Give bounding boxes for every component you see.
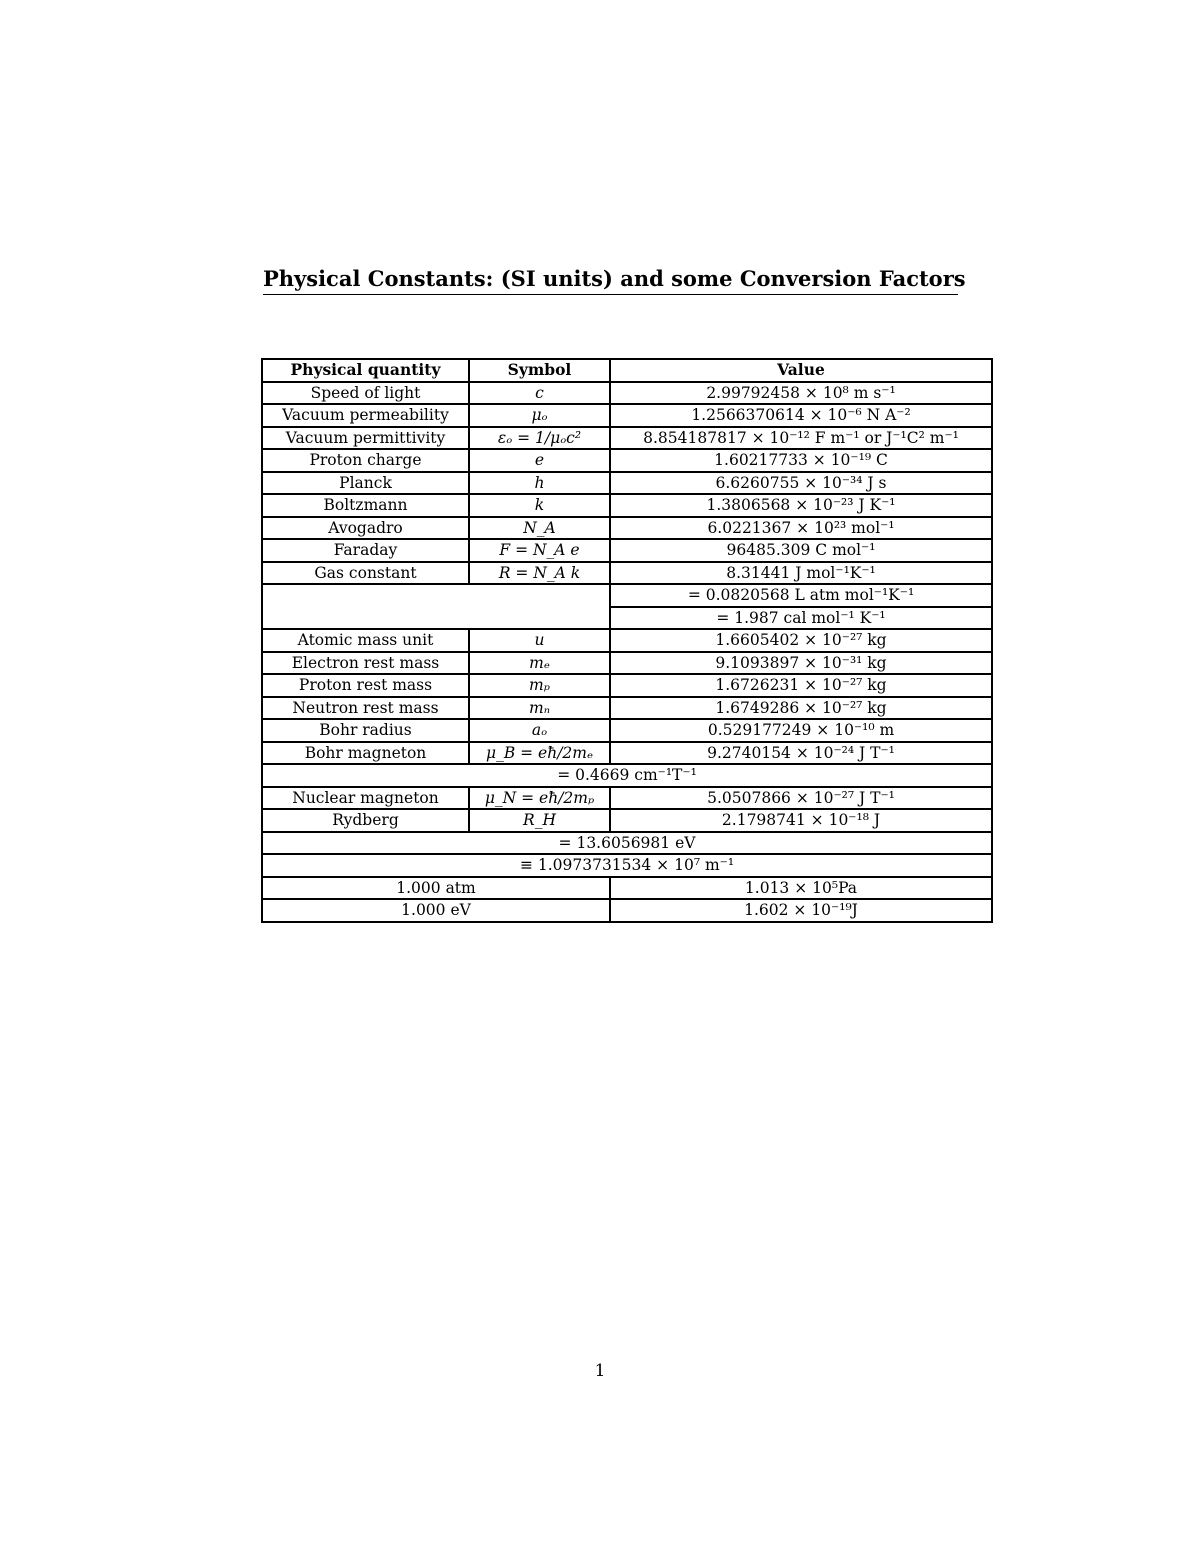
value-cell-full: ≡ 1.0973731534 × 10⁷ m⁻¹ [262, 854, 992, 877]
value-cell: 1.3806568 × 10⁻²³ J K⁻¹ [610, 494, 992, 517]
header-symbol: Symbol [469, 359, 610, 382]
table-row [262, 877, 992, 900]
quantity-cell: Vacuum permeability [262, 404, 469, 427]
table-row [262, 652, 992, 675]
quantity-cell: Rydberg [262, 809, 469, 832]
quantity-cell: Planck [262, 472, 469, 495]
empty-span-cell [262, 584, 610, 629]
value-cell: 1.6605402 × 10⁻²⁷ kg [610, 629, 992, 652]
symbol-cell: c [469, 382, 610, 405]
header-value: Value [610, 359, 992, 382]
value-cell: 8.854187817 × 10⁻¹² F m⁻¹ or J⁻¹C² m⁻¹ [610, 427, 992, 450]
quantity-cell: Vacuum permittivity [262, 427, 469, 450]
quantity-cell: Bohr magneton [262, 742, 469, 765]
symbol-cell: k [469, 494, 610, 517]
value-cell: 9.2740154 × 10⁻²⁴ J T⁻¹ [610, 742, 992, 765]
value-cell: 1.60217733 × 10⁻¹⁹ C [610, 449, 992, 472]
table-row [262, 764, 992, 787]
symbol-cell: mₚ [469, 674, 610, 697]
table-row [262, 719, 992, 742]
symbol-cell: mₑ [469, 652, 610, 675]
table-row [262, 404, 992, 427]
table-row [262, 629, 992, 652]
table-row [262, 899, 992, 922]
value-cell-full: = 13.6056981 eV [262, 832, 992, 855]
table-row [262, 472, 992, 495]
value-cell: 1.602 × 10⁻¹⁹J [610, 899, 992, 922]
symbol-cell: mₙ [469, 697, 610, 720]
quantity-cell: Proton charge [262, 449, 469, 472]
value-cell: 6.6260755 × 10⁻³⁴ J s [610, 472, 992, 495]
quantity-cell: Proton rest mass [262, 674, 469, 697]
quantity-cell: Nuclear magneton [262, 787, 469, 810]
symbol-cell: μ_N = eħ/2mₚ [469, 787, 610, 810]
value-cell: 8.31441 J mol⁻¹K⁻¹ [610, 562, 992, 585]
symbol-cell: u [469, 629, 610, 652]
quantity-cell-wide: 1.000 atm [262, 877, 610, 900]
symbol-cell: e [469, 449, 610, 472]
table-row [262, 449, 992, 472]
quantity-cell: Avogadro [262, 517, 469, 540]
value-cell: 1.6749286 × 10⁻²⁷ kg [610, 697, 992, 720]
symbol-cell: h [469, 472, 610, 495]
value-cell: 6.0221367 × 10²³ mol⁻¹ [610, 517, 992, 540]
table-row [262, 809, 992, 832]
table-row [262, 674, 992, 697]
symbol-cell: μₒ [469, 404, 610, 427]
header-physical-quantity: Physical quantity [262, 359, 469, 382]
value-cell: 1.6726231 × 10⁻²⁷ kg [610, 674, 992, 697]
page-title: Physical Constants: (SI units) and some Conversion Factors [263, 266, 958, 295]
table-row [262, 584, 992, 607]
quantity-cell: Electron rest mass [262, 652, 469, 675]
symbol-cell: N_A [469, 517, 610, 540]
quantity-cell: Boltzmann [262, 494, 469, 517]
constants-table [261, 358, 993, 923]
quantity-cell: Bohr radius [262, 719, 469, 742]
table-header-row [262, 359, 992, 382]
table-row [262, 697, 992, 720]
table-row [262, 854, 992, 877]
symbol-cell: εₒ = 1/μₒc² [469, 427, 610, 450]
page-number: 1 [594, 1361, 606, 1381]
quantity-cell: Speed of light [262, 382, 469, 405]
table-row [262, 742, 992, 765]
quantity-cell-wide: 1.000 eV [262, 899, 610, 922]
value-cell: 2.99792458 × 10⁸ m s⁻¹ [610, 382, 992, 405]
table-row [262, 539, 992, 562]
table-row [262, 382, 992, 405]
table-row [262, 832, 992, 855]
symbol-cell: R = N_A k [469, 562, 610, 585]
symbol-cell: μ_B = eħ/2mₑ [469, 742, 610, 765]
table-row [262, 517, 992, 540]
symbol-cell: R_H [469, 809, 610, 832]
table-row [262, 562, 992, 585]
value-cell: 1.013 × 10⁵Pa [610, 877, 992, 900]
value-cell-full: = 0.4669 cm⁻¹T⁻¹ [262, 764, 992, 787]
quantity-cell: Atomic mass unit [262, 629, 469, 652]
table-row [262, 427, 992, 450]
value-cell: 9.1093897 × 10⁻³¹ kg [610, 652, 992, 675]
value-cell: 1.2566370614 × 10⁻⁶ N A⁻² [610, 404, 992, 427]
value-cell: = 1.987 cal mol⁻¹ K⁻¹ [610, 607, 992, 630]
symbol-cell: aₒ [469, 719, 610, 742]
quantity-cell: Neutron rest mass [262, 697, 469, 720]
value-cell: = 0.0820568 L atm mol⁻¹K⁻¹ [610, 584, 992, 607]
value-cell: 96485.309 C mol⁻¹ [610, 539, 992, 562]
quantity-cell: Faraday [262, 539, 469, 562]
table-row [262, 787, 992, 810]
table-row [262, 494, 992, 517]
value-cell: 0.529177249 × 10⁻¹⁰ m [610, 719, 992, 742]
quantity-cell: Gas constant [262, 562, 469, 585]
value-cell: 2.1798741 × 10⁻¹⁸ J [610, 809, 992, 832]
value-cell: 5.0507866 × 10⁻²⁷ J T⁻¹ [610, 787, 992, 810]
symbol-cell: F = N_A e [469, 539, 610, 562]
